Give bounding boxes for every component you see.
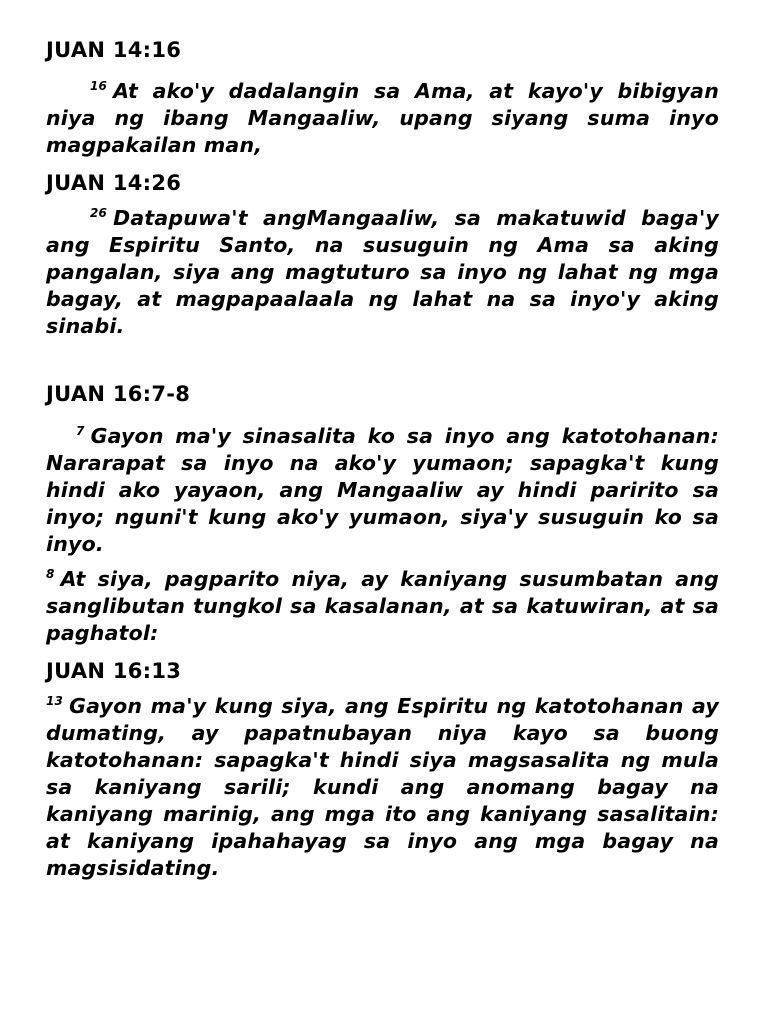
verse-paragraph bbox=[46, 78, 719, 159]
section-heading: JUAN 14:16 bbox=[46, 38, 182, 62]
verse-paragraph bbox=[46, 566, 719, 647]
verse-number: 7 bbox=[76, 424, 85, 439]
document-page bbox=[46, 36, 719, 882]
verse-paragraph bbox=[46, 423, 719, 558]
verse-text: Gayon ma'y sinasalita ko sa inyo ang katotohanan: Nararapat sa inyo na ako'y yumaon; sapagka't kung hindi ako yayaon, ang Mangaaliw ay hindi paririto sa inyo; nguni't kung ako'y yumaon, siya'y susuguin ko sa inyo. bbox=[46, 424, 719, 556]
verse-paragraph bbox=[46, 693, 719, 882]
verse-number: 13 bbox=[46, 694, 64, 709]
verse-number: 26 bbox=[90, 206, 108, 221]
verse-text: At ako'y dadalangin sa Ama, at kayo'y bibigyan niya ng ibang Mangaaliw, upang siyang suma inyo magpakailan man, bbox=[46, 79, 719, 157]
verse-text: At siya, pagparito niya, ay kaniyang susumbatan ang sanglibutan tungkol sa kasalanan, at sa katuwiran, at sa paghatol: bbox=[46, 567, 719, 645]
verse-text: Gayon ma'y kung siya, ang Espiritu ng katotohanan ay dumating, ay papatnubayan niya kayo sa buong katotohanan: sapagka't hindi siya magsasalita ng mula sa kaniyang sarili; kundi ang anomang bagay na kaniyang marinig, ang mga ito ang kaniyang sasalitain: at kaniyang ipahahayag sa inyo ang mga bagay na magsisidating. bbox=[46, 694, 719, 880]
section-heading: JUAN 16:7-8 bbox=[46, 382, 191, 406]
section-heading: JUAN 14:26 bbox=[46, 171, 182, 195]
section-heading: JUAN 16:13 bbox=[46, 659, 182, 683]
verse-number: 8 bbox=[46, 567, 55, 582]
verse-text: Datapuwa't angMangaaliw, sa makatuwid baga'y ang Espiritu Santo, na susuguin ng Ama sa aking pangalan, siya ang magtuturo sa inyo ng lahat ng mga bagay, at magpapaalaala ng lahat na sa inyo'y aking sinabi. bbox=[46, 206, 719, 338]
verse-number: 16 bbox=[90, 79, 108, 94]
verse-paragraph bbox=[46, 205, 719, 340]
